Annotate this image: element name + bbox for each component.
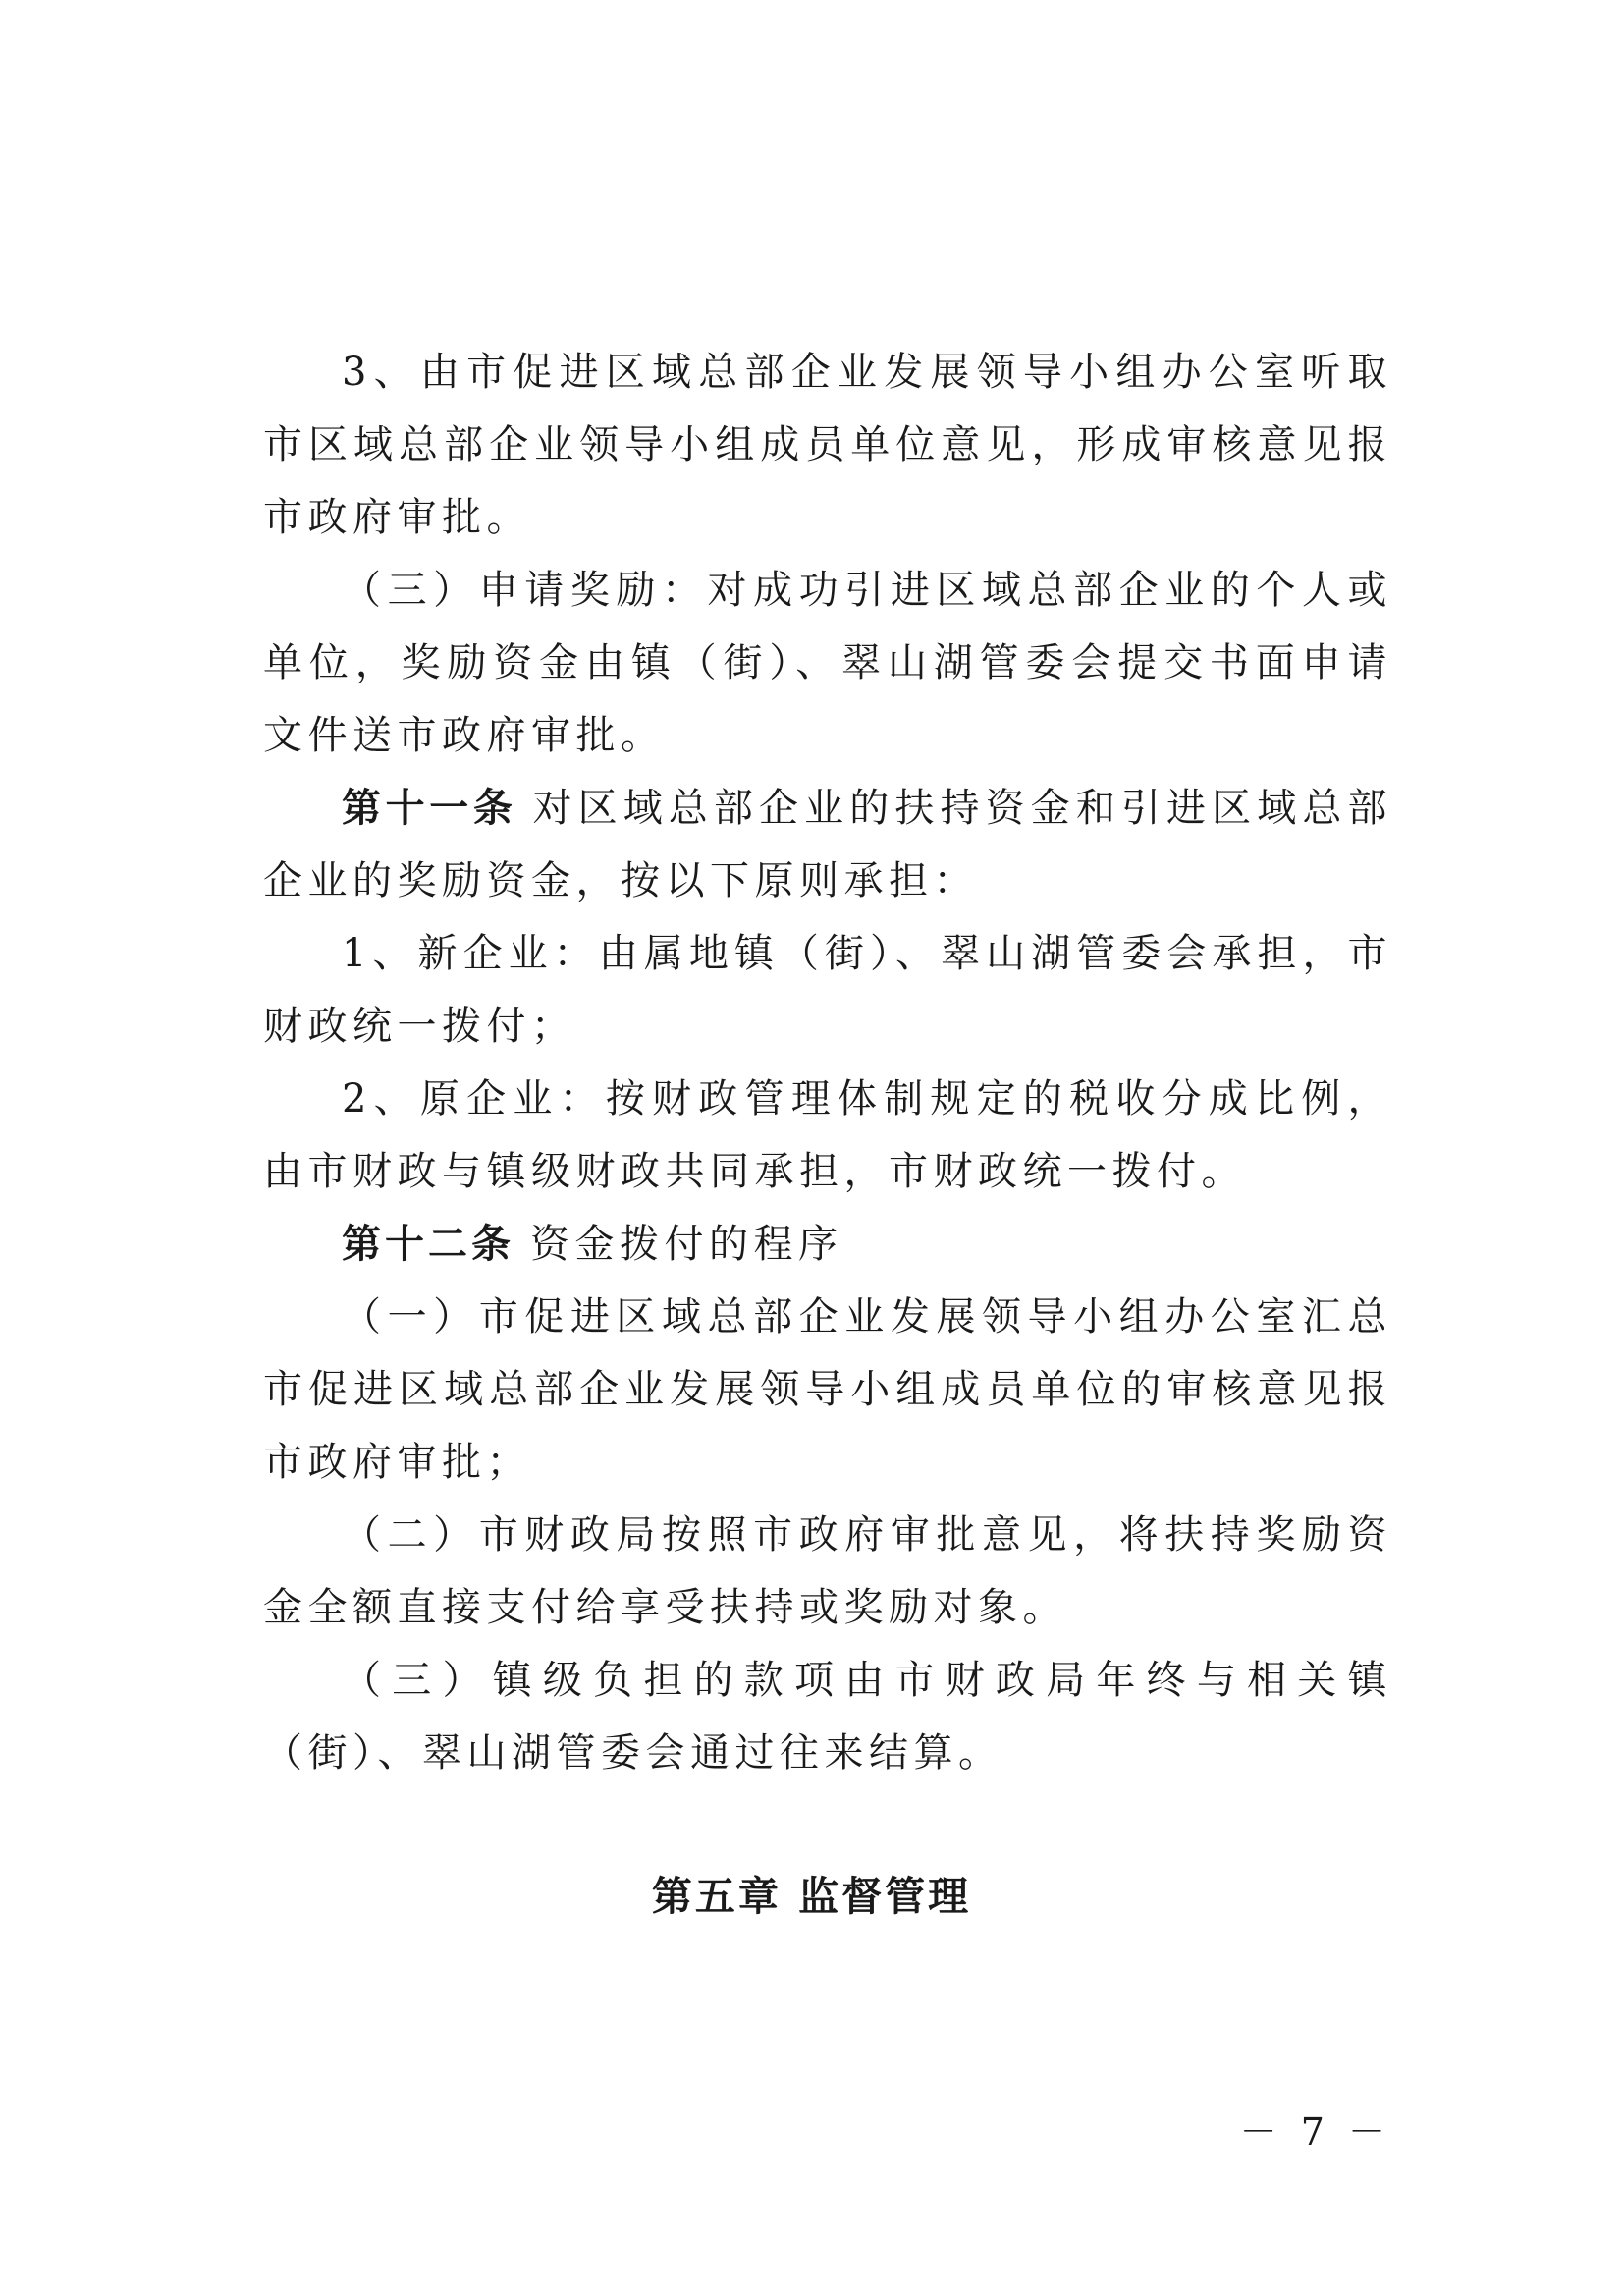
paragraph-procedure-1 bbox=[263, 1281, 1392, 1499]
paragraph-procedure-2 bbox=[263, 1499, 1392, 1644]
paragraph-text: 对区域总部企业的扶持资金和引进区域总部企业的奖励资金，按以下原则承担： bbox=[263, 786, 1393, 903]
paragraph-text: 2、原企业：按财政管理体制规定的税收分成比例，由市财政与镇级财政共同承担，市财政统一拨付。 bbox=[263, 1076, 1392, 1194]
document-body bbox=[263, 336, 1392, 1789]
paragraph-original-enterprise bbox=[263, 1063, 1392, 1208]
paragraph-text: 资金拨付的程序 bbox=[530, 1222, 843, 1267]
paragraph-text: 1、新企业：由属地镇（街）、翠山湖管委会承担，市财政统一拨付； bbox=[263, 931, 1392, 1049]
paragraph-text: （一）市促进区域总部企业发展领导小组办公室汇总市促进区域总部企业发展领导小组成员单位的审核意见报市政府审批； bbox=[263, 1294, 1392, 1485]
page-number: － 7 － bbox=[1239, 2110, 1391, 2154]
paragraph-text: （三）镇级负担的款项由市财政局年终与相关镇（街）、翠山湖管委会通过往来结算。 bbox=[263, 1658, 1392, 1776]
paragraph-item-3-review bbox=[263, 336, 1392, 554]
article-11 bbox=[263, 772, 1392, 917]
chapter-heading: 第五章 监督管理 bbox=[651, 1873, 972, 1920]
paragraph-new-enterprise bbox=[263, 917, 1392, 1063]
article-number: 第十一条 bbox=[342, 786, 517, 831]
paragraph-procedure-3 bbox=[263, 1644, 1392, 1789]
article-number: 第十二条 bbox=[342, 1222, 514, 1267]
paragraph-text: 3、由市促进区域总部企业发展领导小组办公室听取市区域总部企业领导小组成员单位意见，形成审核意见报市政府审批。 bbox=[263, 350, 1392, 540]
article-12 bbox=[263, 1208, 1392, 1281]
paragraph-text: （二）市财政局按照市政府审批意见，将扶持奖励资金全额直接支付给享受扶持或奖励对象。 bbox=[263, 1512, 1392, 1630]
paragraph-text: （三）申请奖励：对成功引进区域总部企业的个人或单位，奖励资金由镇（街）、翠山湖管委会提交书面申请文件送市政府审批。 bbox=[263, 568, 1392, 758]
paragraph-apply-reward bbox=[263, 554, 1392, 772]
